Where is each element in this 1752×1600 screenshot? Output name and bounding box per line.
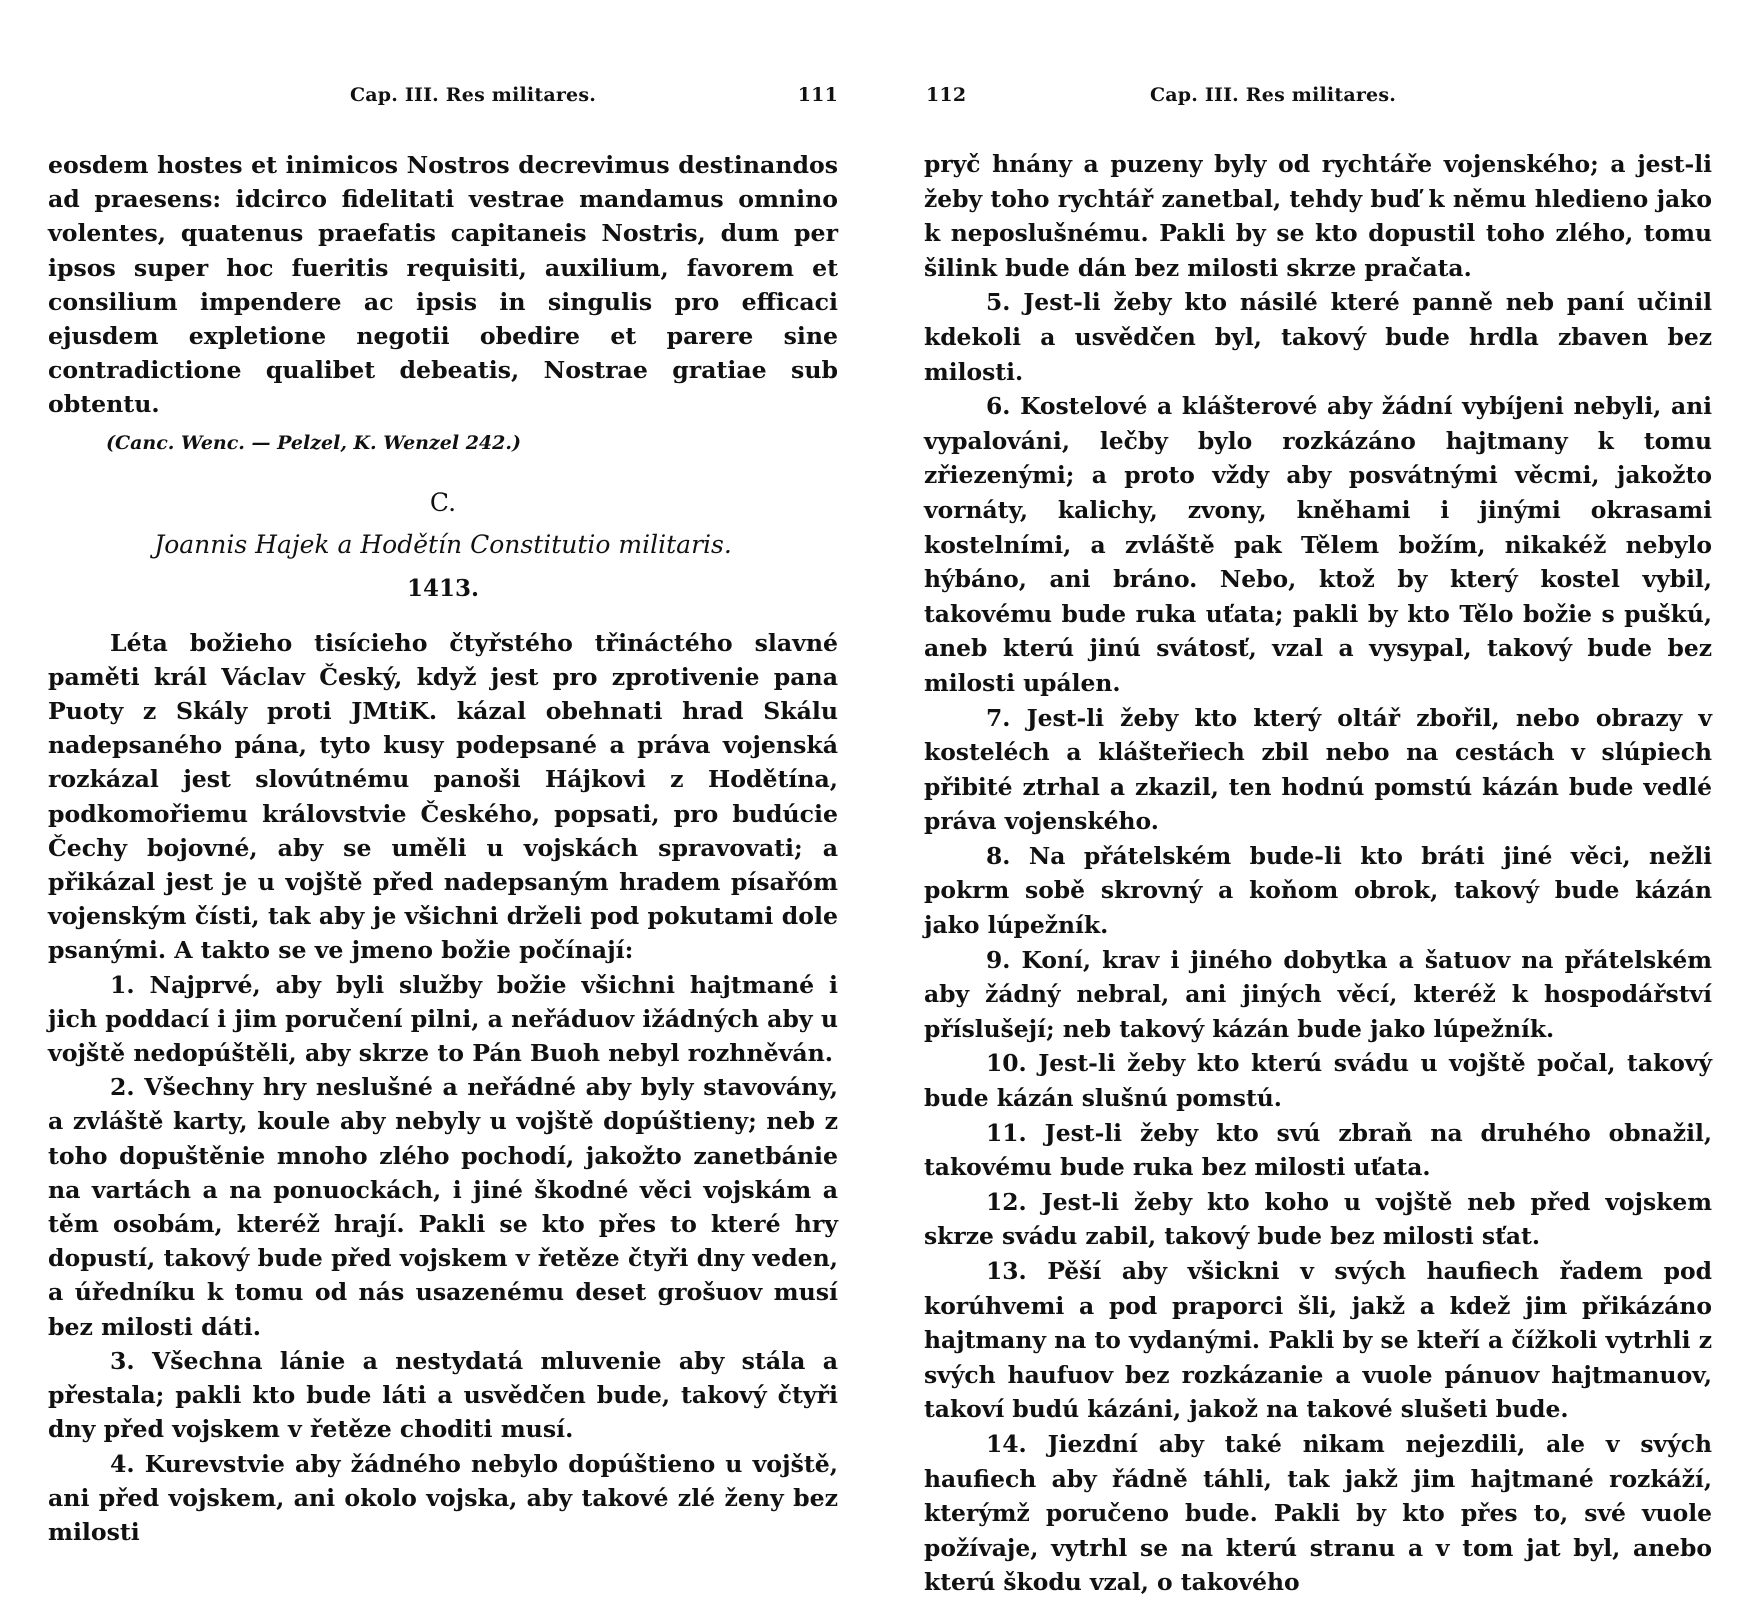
article-paragraph: 14. Jiezdní aby také nikam nejezdili, ale v svých haufiech aby řádně táhli, tak jakž jim hajtmané rozkáží, kterýmž poručeno bude. Pakli by kto přes to, své vuole požívaje, vytrhl se na kterú stranu a v tom jat byl, anebo kterú škodu vzal, o takového [924, 1429, 1712, 1597]
article-paragraph: 2. Všechny hry neslušné a neřádné aby byly stavovány, a zvláště karty, koule aby nebyly u vojště dopúštieny; neb z toho dopuštěnie mnoho zlého pochodí, jakožto zanetbánie na vartách a na ponuockách, i jiné škodné věci vojskám a těm osobám, kteréž hrají. Pakli se kto přes to které hry dopustí, takový bude před vojskem v řetěze čtyři dny veden, a úředníku k tomu od nás usazenému deset grošuov musí bez milosti dáti. [48, 1073, 838, 1341]
article-paragraph: 9. Koní, krav i jiného dobytka a šatuov na přátelském aby žádný nebral, ani jiných věcí, kteréž k hospodářství příslušejí; neb takový kázán bude jako lúpežník. [924, 945, 1712, 1043]
page-number: 112 [926, 84, 967, 106]
article-paragraph: 8. Na přátelském bude-li kto bráti jiné věci, nežli pokrm sobě skrovný a koňom obrok, takový bude kázán jako lúpežník. [924, 841, 1712, 940]
article-paragraph: 12. Jest-li žeby kto koho u vojště neb před vojskem skrze svádu zabil, takový bude bez milosti sťat. [924, 1187, 1712, 1251]
right-page-body [924, 147, 1712, 1600]
running-head [48, 84, 838, 108]
article-paragraph: 6. Kostelové a klášterové aby žádní vybíjeni nebyli, ani vypalováni, lečby bylo rozkázáno hajtmany k tomu zřiezenými; a proto vždy aby posvátnými věcmi, jakožto vornáty, kalichy, zvony, kněhami i jinými okrasami kostelními, a zvláště pak Tělem božím, nikakéž nebylo hýbáno, ani bráno. Nebo, ktož by který kostel vybil, takovému bude ruka uťata; pakli by kto Tělo božie s puškú, aneb kterú jinú svátosť, vzal a vysypal, takový bude bez milosti upálen. [924, 392, 1712, 697]
article-paragraph: 11. Jest-li žeby kto svú zbraň na druhého obnažil, takovému bude ruka bez milosti uťata. [924, 1118, 1712, 1182]
right-page [924, 0, 1712, 1597]
section-letter: C. [429, 487, 457, 517]
page-number: 111 [797, 84, 838, 106]
citation: (Canc. Wenc. — Pelzel, K. Wenzel 242.) [106, 431, 521, 454]
left-page [48, 0, 838, 1546]
article-paragraph: 1. Najprvé, aby byli služby božie všichni hajtmané i jich poddací i jim poručení pilni, a neřáduov ižádných aby u vojště nedopúštěli, aby skrze to Pán Buoh nebyl rozhněván. [48, 970, 838, 1068]
running-head-title: Cap. III. Res militares. [1149, 84, 1397, 106]
section-title: Joannis Hajek a Hodětín Constitutio militaris. [154, 529, 732, 559]
article-paragraph: 10. Jest-li žeby kto kterú svádu u vojště počal, takový bude kázán slušnú pomstú. [924, 1049, 1712, 1113]
carry-over-paragraph: eosdem hostes et inimicos Nostros decrevimus destinandos ad praesens: idcirco fidelitati vestrae mandamus omnino volentes, quatenus praefatis capitaneis Nostris, dum per ipsos super hoc fueritis requisiti, auxilium, favorem et consilium impendere ac ipsis in singulis pro efficaci ejusdem expletione negotii obedire et parere sine contradictione qualibet debeatis, Nostrae gratiae sub obtentu. [48, 151, 838, 419]
article-paragraph: 7. Jest-li žeby kto který oltář zbořil, nebo obrazy v kosteléch a klášteřiech zbil nebo na cestách v slúpiech přibité ztrhal a zkazil, ten hodnú pomstú kázán bude vedlé práva vojenského. [924, 703, 1712, 836]
article-paragraph: 13. Pěší aby všickni v svých haufiech řadem pod korúhvemi a pod praporci šli, jakž a kdež jim přikázáno hajtmany na to vydanými. Pakli by se kteří a čížkoli vytrhli z svých haufuov bez rozkázanie a vuole pánuov hajtmanuov, takoví budú kázáni, jakož na takové slušeti bude. [924, 1257, 1712, 1424]
article-paragraph: 4. Kurevstvie aby žádného nebylo dopúštieno u vojště, ani před vojskem, ani okolo vojska, aby takové zlé ženy bez milosti [48, 1449, 838, 1546]
left-page-body [48, 148, 838, 1549]
article-paragraph: 5. Jest-li žeby kto násilé které panně neb paní učinil kdekoli a usvědčen byl, takový bude hrdla zbaven bez milosti. [924, 288, 1712, 386]
intro-paragraph: Léta božieho tisícieho čtyřstého třináctého slavné paměti král Václav Český, když jest pro zprotivenie pana Puoty z Skály proti JMtiK. kázal obehnati hrad Skálu nadepsaného pána, tyto kusy podepsané a práva vojenská rozkázal jest slovútnému panoši Hájkovi z Hodětína, podkomořiemu královstvie Českého, popsati, pro budúcie Čechy bojovné, aby se uměli u vojskách spravovati; a přikázal jest je u vojště před nadepsaným hradem písařóm vojenským čísti, tak aby je všichni drželi pod pokutami dole psanými. A takto se ve jmeno božie počínají: [48, 628, 838, 965]
article-paragraph: 3. Všechna lánie a nestydatá mluvenie aby stála a přestala; pakli kto bude láti a usvědčen bude, takový čtyři dny před vojskem v řetěze choditi musí. [48, 1346, 838, 1444]
section-year: 1413. [406, 574, 480, 602]
running-head [924, 84, 1712, 108]
carry-over-paragraph: pryč hnány a puzeny byly od rychtáře vojenského; a jest-li žeby toho rychtář zanetbal, tehdy buď k němu hledieno jako k neposlušnému. Pakli by se kto dopustil toho zlého, tomu šilink bude dán bez milosti skrze pračata. [924, 150, 1712, 282]
running-head-title: Cap. III. Res militares. [349, 84, 597, 106]
